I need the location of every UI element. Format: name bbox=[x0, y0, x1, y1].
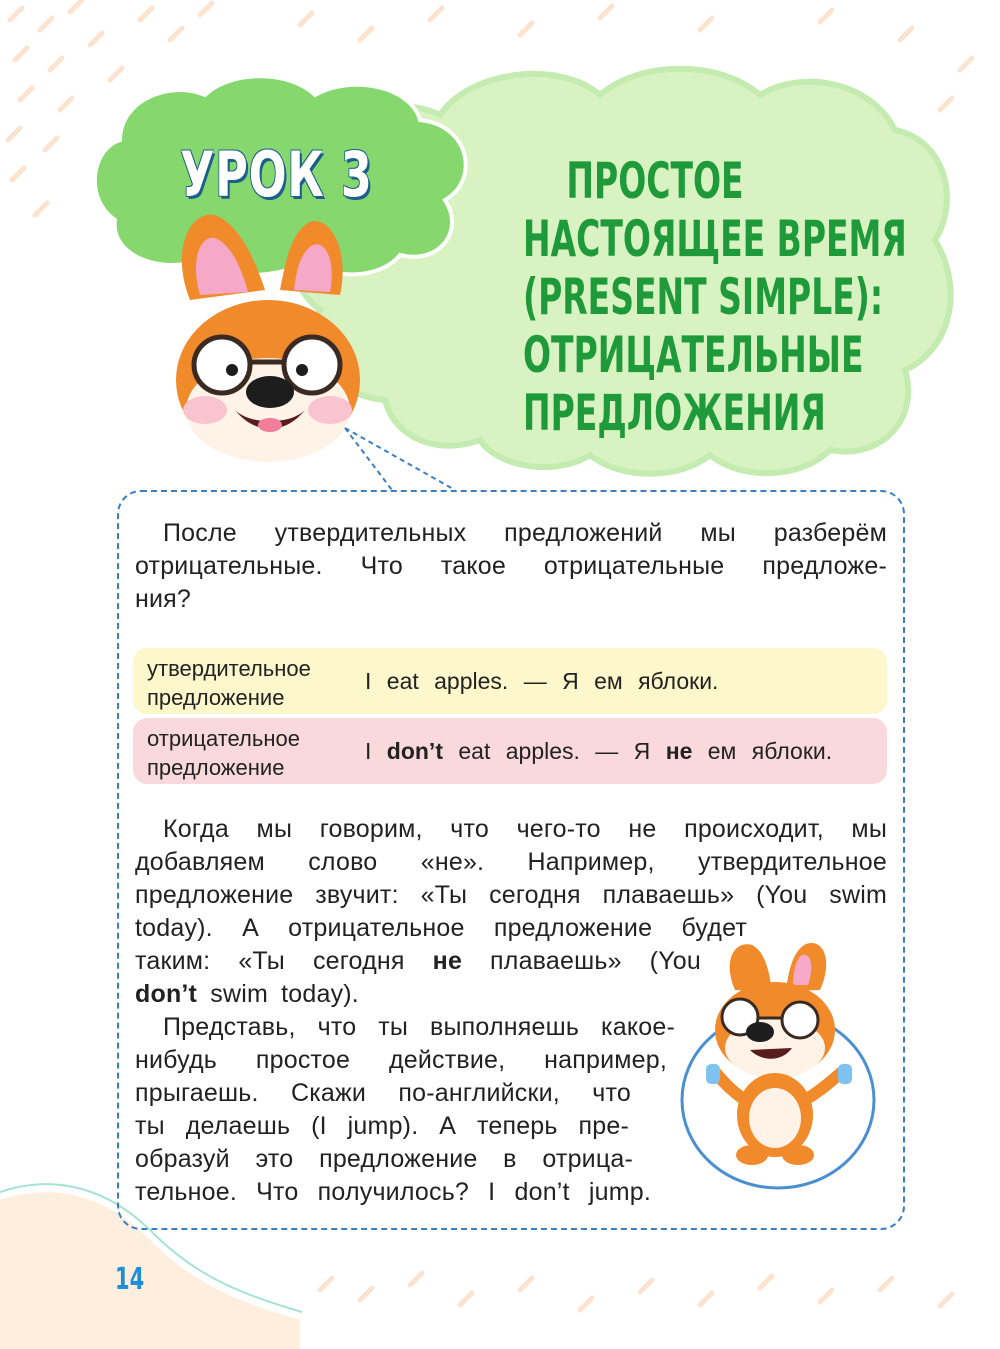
topic-title-line: ПРОСТОЕ bbox=[566, 152, 744, 210]
intro-line: ния? bbox=[135, 585, 192, 613]
body-line: ты делаешь (I jump). А теперь пре- bbox=[135, 1112, 629, 1140]
label-line: предложение bbox=[147, 685, 285, 710]
label-line: утвердительное bbox=[147, 656, 311, 681]
body-bold: не bbox=[432, 947, 463, 975]
topic-title-line: (PRESENT SIMPLE): bbox=[523, 268, 884, 326]
example-text: eat apples. — Я bbox=[442, 738, 666, 764]
negative-label bbox=[147, 724, 357, 782]
intro-paragraph bbox=[135, 517, 887, 616]
body-line bbox=[135, 978, 887, 1011]
example-text: ем яблоки. bbox=[692, 738, 833, 764]
lesson-title: УРОК 3 bbox=[180, 138, 373, 211]
example-text: I bbox=[365, 738, 387, 764]
stripe-texture-bottom bbox=[320, 1273, 952, 1310]
body-line: нибудь простое действие, например, bbox=[135, 1046, 667, 1074]
intro-line: отрицательные. Что такое отрицательные предложе- bbox=[135, 552, 887, 580]
body-line bbox=[135, 945, 701, 978]
body-line: образуй это предложение в отрица- bbox=[135, 1145, 633, 1173]
topic-title-line: ПРЕДЛОЖЕНИЯ bbox=[523, 384, 826, 442]
affirmative-example: I eat apples. — Я ем яблоки. bbox=[365, 668, 719, 694]
body-line: today). А отрицательное предложение будет bbox=[135, 914, 747, 942]
body-line: Когда мы говорим, что чего-то не происходит, мы bbox=[163, 815, 887, 843]
body-line: тельное. Что получилось? I don’t jump. bbox=[135, 1178, 651, 1206]
affirmative-label bbox=[147, 654, 357, 712]
body-line: прыгаешь. Скажи по-английски, что bbox=[135, 1079, 631, 1107]
intro-line: После утвердительных предложений мы разберём bbox=[163, 519, 887, 547]
body-text-run: плаваешь» (You bbox=[462, 947, 701, 975]
negative-row bbox=[133, 718, 887, 784]
negative-example bbox=[365, 718, 832, 784]
topic-title bbox=[455, 152, 907, 442]
topic-title-line: НАСТОЯЩЕЕ ВРЕМЯ bbox=[523, 210, 907, 268]
body-line: предложение звучит: «Ты сегодня плаваешь» (You swim bbox=[135, 881, 887, 909]
body-line: Представь, что ты выполняешь какое- bbox=[163, 1013, 675, 1041]
body-text-run: таким: «Ты сегодня bbox=[135, 947, 433, 975]
topic-title-line: ОТРИЦАТЕЛЬНЫЕ bbox=[523, 326, 864, 384]
label-line: отрицательное bbox=[147, 726, 300, 751]
page-number: 14 bbox=[115, 1262, 145, 1297]
label-line: предложение bbox=[147, 755, 285, 780]
body-text bbox=[135, 813, 887, 1209]
example-bold: не bbox=[665, 738, 693, 764]
body-bold: don’t bbox=[135, 980, 198, 1008]
body-line: добавляем слово «не». Например, утвердительное bbox=[135, 848, 887, 876]
body-text-run: swim today). bbox=[197, 980, 359, 1008]
example-bold: don’t bbox=[386, 738, 443, 764]
affirmative-row bbox=[133, 648, 887, 714]
